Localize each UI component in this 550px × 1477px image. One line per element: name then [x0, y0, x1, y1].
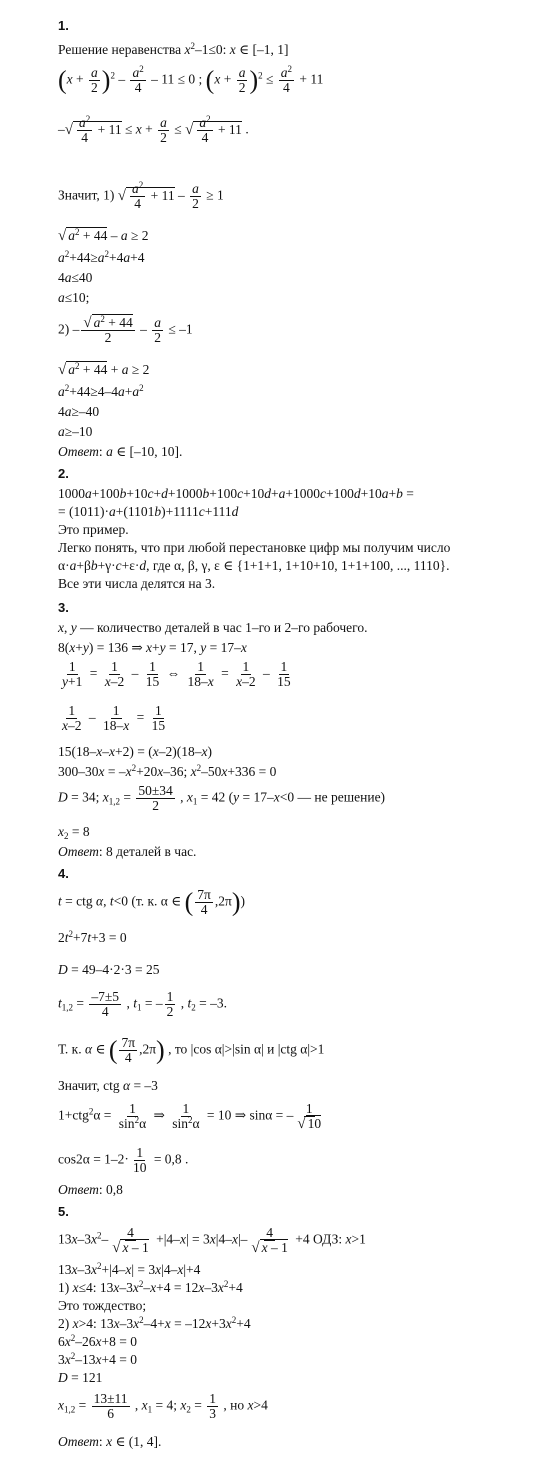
math-line: –√ $\frac{a^2}{4}$ + 11 ≤ x + $\frac{a}{2}$ ≤ √ $\frac{a^2}{4}$ + 11 . [58, 116, 249, 145]
math-line: 1000a+100b+10c+d+1000b+100c+10d+a+1000c+100d+10a+b = [58, 486, 414, 501]
math-line: √ $a^2 + 44 - a \ge 2$ [58, 228, 149, 244]
answer-4: Ответ: 0,8 [58, 1182, 123, 1197]
text-line: Легко понять, что при любой перестановке цифр мы получим число [58, 540, 451, 555]
math-line: $300-30x = -x^2+20x-36$; $x^2-50x+336 = 0$ [58, 763, 277, 779]
math-line: a≥–10 [58, 424, 93, 439]
math-line: 4a≥–40 [58, 404, 100, 419]
answer-1: Ответ: a ∈ [–10, 10]. [58, 444, 183, 459]
math-line: (x + $\frac{a}{2}$ )$^2$ – $\frac{a^2}{4}$ – 11 ≤ 0 ; (x + $\frac{a}{2}$ )$^2$ ≤ $\frac{a^2}{4}$ + 11 [58, 64, 324, 95]
math-line: 1+ctg$^2$α = $\frac{1}{\sin^2\alpha}$ ⇒ $\frac{1}{\sin^2\alpha}$ = 10 ⇒ sinα = – 1 √ 10 [58, 1102, 325, 1131]
text-line: Решение неравенства $x^2-1\le 0$: x ∈ [–1, 1] [58, 41, 289, 57]
math-line: D = 121 [58, 1370, 103, 1385]
text-line: Все эти числа делятся на 3. [58, 576, 216, 591]
problem-4-number: 4. [58, 866, 69, 881]
answer-3: Ответ: 8 деталей в час. [58, 844, 197, 859]
math-line: t = ctg α, t<0 (т. к. α ∈ ( $\frac{7\pi}{4}$ ,2π)) [58, 887, 245, 917]
problem-1-number: 1. [58, 18, 69, 33]
math-line: 2) – √ $\frac{a^2 + 44}{2}$ – $\frac{a}{2}$ ≤ –1 [58, 316, 193, 345]
math-line: $6x^2-26x+8 = 0$ [58, 1333, 137, 1349]
answer-5: Ответ: x ∈ (1, 4]. [58, 1434, 162, 1449]
math-line: $a^2+44\ge a^2+4a+4$ [58, 249, 145, 265]
math-line: 8(x+y) = 136 ⇒ x+y = 17, y = 17–x [58, 640, 247, 655]
math-line: $\frac{1}{x-2}$ – $\frac{1}{18-x}$ = $\frac{1}{15}$ [62, 703, 166, 733]
math-line: $3x^2-13x+4 = 0$ [58, 1351, 137, 1367]
math-line: = (1011)·a+(1101b)+1111c+111d [58, 504, 239, 519]
text-line: x, y — количество деталей в час 1–го и 2–го рабочего. [58, 620, 368, 635]
math-line: $2t^2+7t+3 = 0$ [58, 929, 127, 945]
math-line: $t_{1,2}$ = $\frac{-7\pm 5}{4}$ , $t_1$ = – $\frac{1}{2}$ , $t_2 = -3$. [58, 989, 227, 1019]
math-line: $13x-3x^2+|4-x| = 3x|4-x|+4$ [58, 1261, 201, 1277]
math-line: √ $a^2 + 44 + a \ge 2$ [58, 362, 149, 378]
math-line: $x_{1,2}$ = $\frac{13\pm 11}{6}$ , $x_1 = 4$; $x_2$ = $\frac{1}{3}$ , но x>4 [58, 1391, 268, 1421]
math-line: a≤10; [58, 290, 90, 305]
math-line: 2) x>4: $13x-3x^2-4+x = -12x+3x^2+4$ [58, 1315, 251, 1331]
math-line: 4a≤40 [58, 270, 93, 285]
math-line: 15(18–x–x+2) = (x–2)(18–x) [58, 744, 212, 759]
math-line: Т. к. α ∈ ( $\frac{7\pi}{4}$ ,2π) , то |cos α|>|sin α| и |ctg α|>1 [58, 1035, 325, 1065]
math-line: cos2α = 1–2· $\frac{1}{10}$ = 0,8 . [58, 1145, 189, 1175]
math-line: D = 34; $x_{1,2}$ = $\frac{50\pm 34}{2}$ , $x_1 = 42$ (y = 17–x<0 — не решение) [58, 783, 386, 813]
math-line: $x_2 = 8$ [58, 824, 90, 841]
math-line: D = 49–4·2·3 = 25 [58, 962, 160, 977]
problem-2-number: 2. [58, 466, 69, 481]
text-line: Это тождество; [58, 1298, 147, 1313]
math-line: $\frac{1}{y+1}$ = $\frac{1}{x-2}$ – $\frac{1}{15}$ ⇔ $\frac{1}{18-x}$ = $\frac{1}{x-2}$ – $\frac{1}{15}$ [62, 659, 291, 689]
problem-5-number: 5. [58, 1204, 69, 1219]
math-line: α·a+βb+γ·c+ε·d, где α, β, γ, ε ∈ {1+1+1, 1+10+10, 1+1+100, ..., 1110}. [58, 558, 450, 573]
text-line: Это пример. [58, 522, 129, 537]
math-line: $a^2+44\ge 4-4a+a^2$ [58, 383, 144, 399]
math-line: 1) x≤4: $13x-3x^2-x+4 = 12x-3x^2+4$ [58, 1279, 243, 1295]
math-line: Значит, 1) √ $\frac{a^2}{4}$ + 11 – $\frac{a}{2}$ ≥ 1 [58, 182, 224, 211]
math-line: $13x-3x^2-$ 4 √ x – 1 +|4–x| = 3x|4–x|– 4 √ x – 1 +4 ОДЗ: x>1 [58, 1226, 366, 1255]
math-line: Значит, ctg α = –3 [58, 1078, 158, 1093]
problem-3-number: 3. [58, 600, 69, 615]
